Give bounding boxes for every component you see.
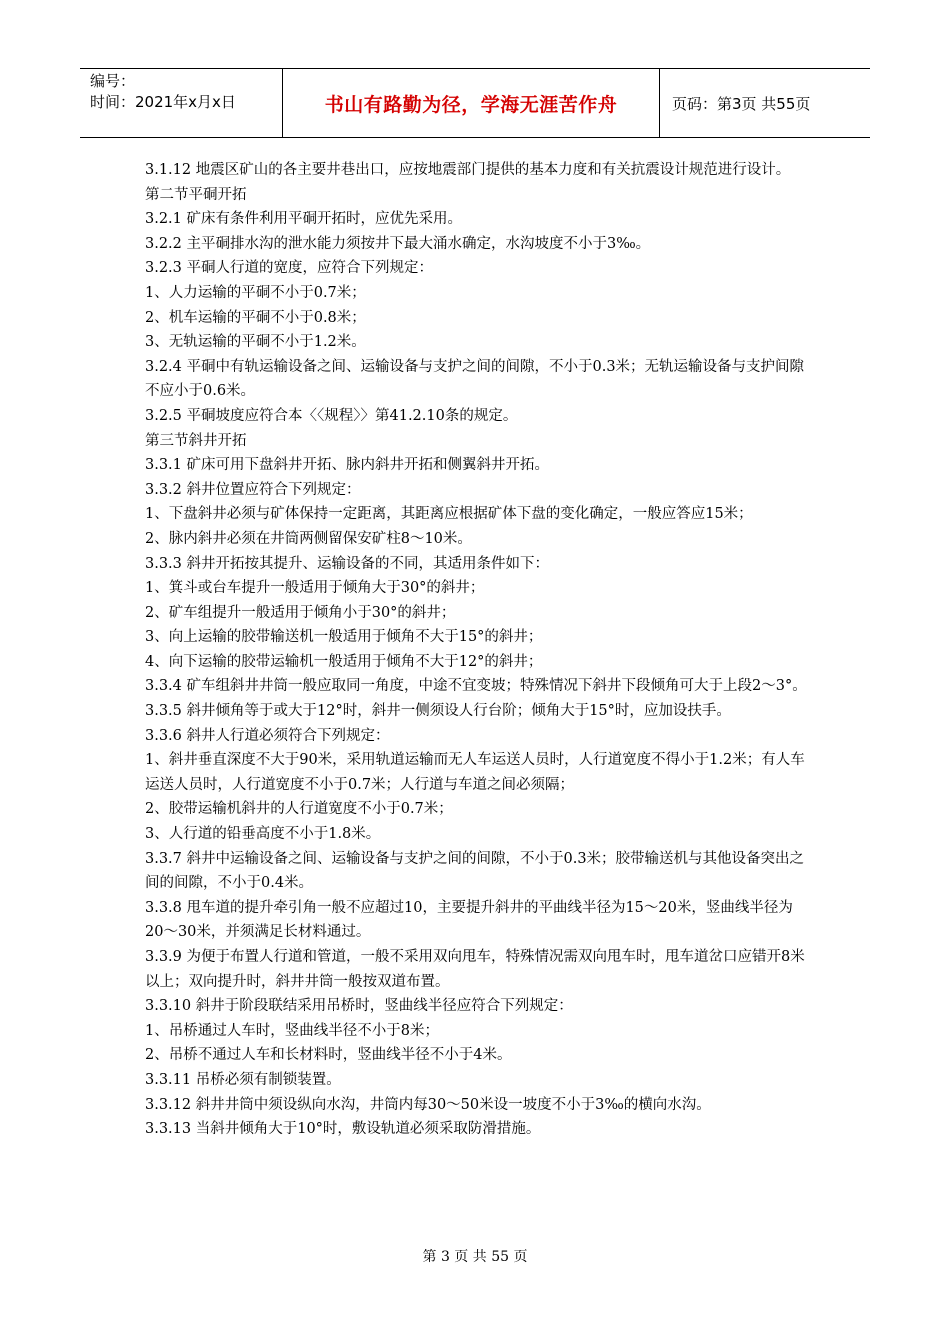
paragraph: 3、人行道的铅垂高度不小于1.8米。: [145, 826, 381, 843]
page-header: [80, 68, 870, 138]
paragraph: 2、机车运输的平硐不小于0.8米；: [145, 309, 366, 326]
paragraph: 3.3.3 斜井开拓按其提升、运输设备的不同，其适用条件如下：: [145, 555, 550, 572]
paragraph: 3.3.12 斜井井筒中须设纵向水沟，井筒内每30～50米设一坡度不小于3‰的横向水沟。: [145, 1096, 711, 1113]
paragraph: 第二节平硐开拓: [145, 186, 247, 203]
paragraph: 4、向下运输的胶带运输机一般适用于倾角不大于12°的斜井；: [145, 653, 543, 670]
paragraph: 3.3.6 斜井人行道必须符合下列规定：: [145, 727, 390, 744]
paragraph: 第三节斜井开拓: [145, 432, 247, 449]
paragraph: 1、人力运输的平硐不小于0.7米；: [145, 284, 366, 301]
paragraph: 3.3.13 当斜井倾角大于10°时，敷设轨道必须采取防滑措施。: [145, 1121, 541, 1138]
paragraph: 3、向上运输的胶带输送机一般适用于倾角不大于15°的斜井；: [145, 629, 543, 646]
paragraph: 1、箕斗或台车提升一般适用于倾角大于30°的斜井；: [145, 580, 485, 597]
header-motto: 书山有路勤为径，学海无涯苦作舟: [283, 69, 660, 137]
paragraph: 3.3.2 斜井位置应符合下列规定：: [145, 481, 361, 498]
paragraph: 3.2.2 主平硐排水沟的泄水能力须按井下最大涌水确定，水沟坡度不小于3‰。: [145, 235, 651, 252]
paragraph: 3.3.7 斜井中运输设备之间、运输设备与支护之间的间隙，不小于0.3米；胶带输送机与其他设备突出之间的间隙，不小于0.4米。: [145, 850, 805, 892]
paragraph: 3.3.9 为便于布置人行道和管道，一般不采用双向甩车，特殊情况需双向甩车时，甩车道岔口应错开8米以上；双向提升时，斜井井筒一般按双道布置。: [145, 949, 805, 990]
paragraph: 3.3.5 斜井倾角等于或大于12°时，斜井一侧须设人行台阶；倾角大于15°时，应加设扶手。: [145, 703, 731, 720]
header-page-code: 页码：第3页 共55页: [672, 94, 811, 113]
paragraph: 1、斜井垂直深度不大于90米，采用轨道运输而无人车运送人员时，人行道宽度不得小于1.2米；有人车运送人员时，人行道宽度不小于0.7米；人行道与车道之间必须隔；: [145, 752, 805, 793]
paragraph: 3.2.4 平硐中有轨运输设备之间、运输设备与支护之间的间隙，不小于0.3米；无轨运输设备与支护间隙不应小于0.6米。: [145, 358, 805, 400]
paragraph: 3.3.1 矿床可用下盘斜井开拓、脉内斜井开拓和侧翼斜井开拓。: [145, 457, 550, 474]
document-body: [145, 158, 810, 1142]
paragraph: 1、吊桥通过人车时，竖曲线半径不小于8米；: [145, 1022, 439, 1039]
paragraph: 3.3.11 吊桥必须有制锁装置。: [145, 1071, 341, 1088]
paragraph: 1、下盘斜井必须与矿体保持一定距离，其距离应根据矿体下盘的变化确定，一般应答应15米；: [145, 506, 753, 523]
page-footer: 第 3 页 共 55 页: [422, 1249, 528, 1265]
paragraph: 3.2.3 平硐人行道的宽度，应符合下列规定：: [145, 260, 434, 277]
paragraph: 3.2.1 矿床有条件利用平硐开拓时，应优先采用。: [145, 211, 463, 228]
paragraph: 3.3.4 矿车组斜井井筒一般应取同一角度，中途不宜变坡；特殊情况下斜井下段倾角可大于上段2～3°。: [145, 678, 807, 695]
document-time-label: 时间：2021年x月x日: [90, 93, 236, 111]
paragraph: 3.3.8 甩车道的提升牵引角一般不应超过10，主要提升斜井的平曲线半径为15～20米，竖曲线半径为20～30米，并须满足长材料通过。: [145, 899, 793, 941]
paragraph: 2、吊桥不通过人车和长材料时，竖曲线半径不小于4米。: [145, 1047, 512, 1064]
header-info-cell: [80, 69, 283, 137]
paragraph: 3.3.10 斜井于阶段联结采用吊桥时，竖曲线半径应符合下列规定：: [145, 998, 573, 1015]
paragraph: 2、脉内斜井必须在井筒两侧留保安矿柱8～10米。: [145, 530, 472, 547]
paragraph: 3、无轨运输的平硐不小于1.2米。: [145, 334, 366, 351]
paragraph: 3.2.5 平硐坡度应符合本〈〈规程〉〉第41.2.10条的规定。: [145, 407, 518, 424]
paragraph: 2、胶带运输机斜井的人行道宽度不小于0.7米；: [145, 801, 453, 818]
paragraph: 2、矿车组提升一般适用于倾角小于30°的斜井；: [145, 604, 456, 621]
document-number-label: 编号：: [90, 72, 136, 90]
paragraph: 3.1.12 地震区矿山的各主要井巷出口，应按地震部门提供的基本力度和有关抗震设计规范进行设计。: [145, 162, 791, 178]
